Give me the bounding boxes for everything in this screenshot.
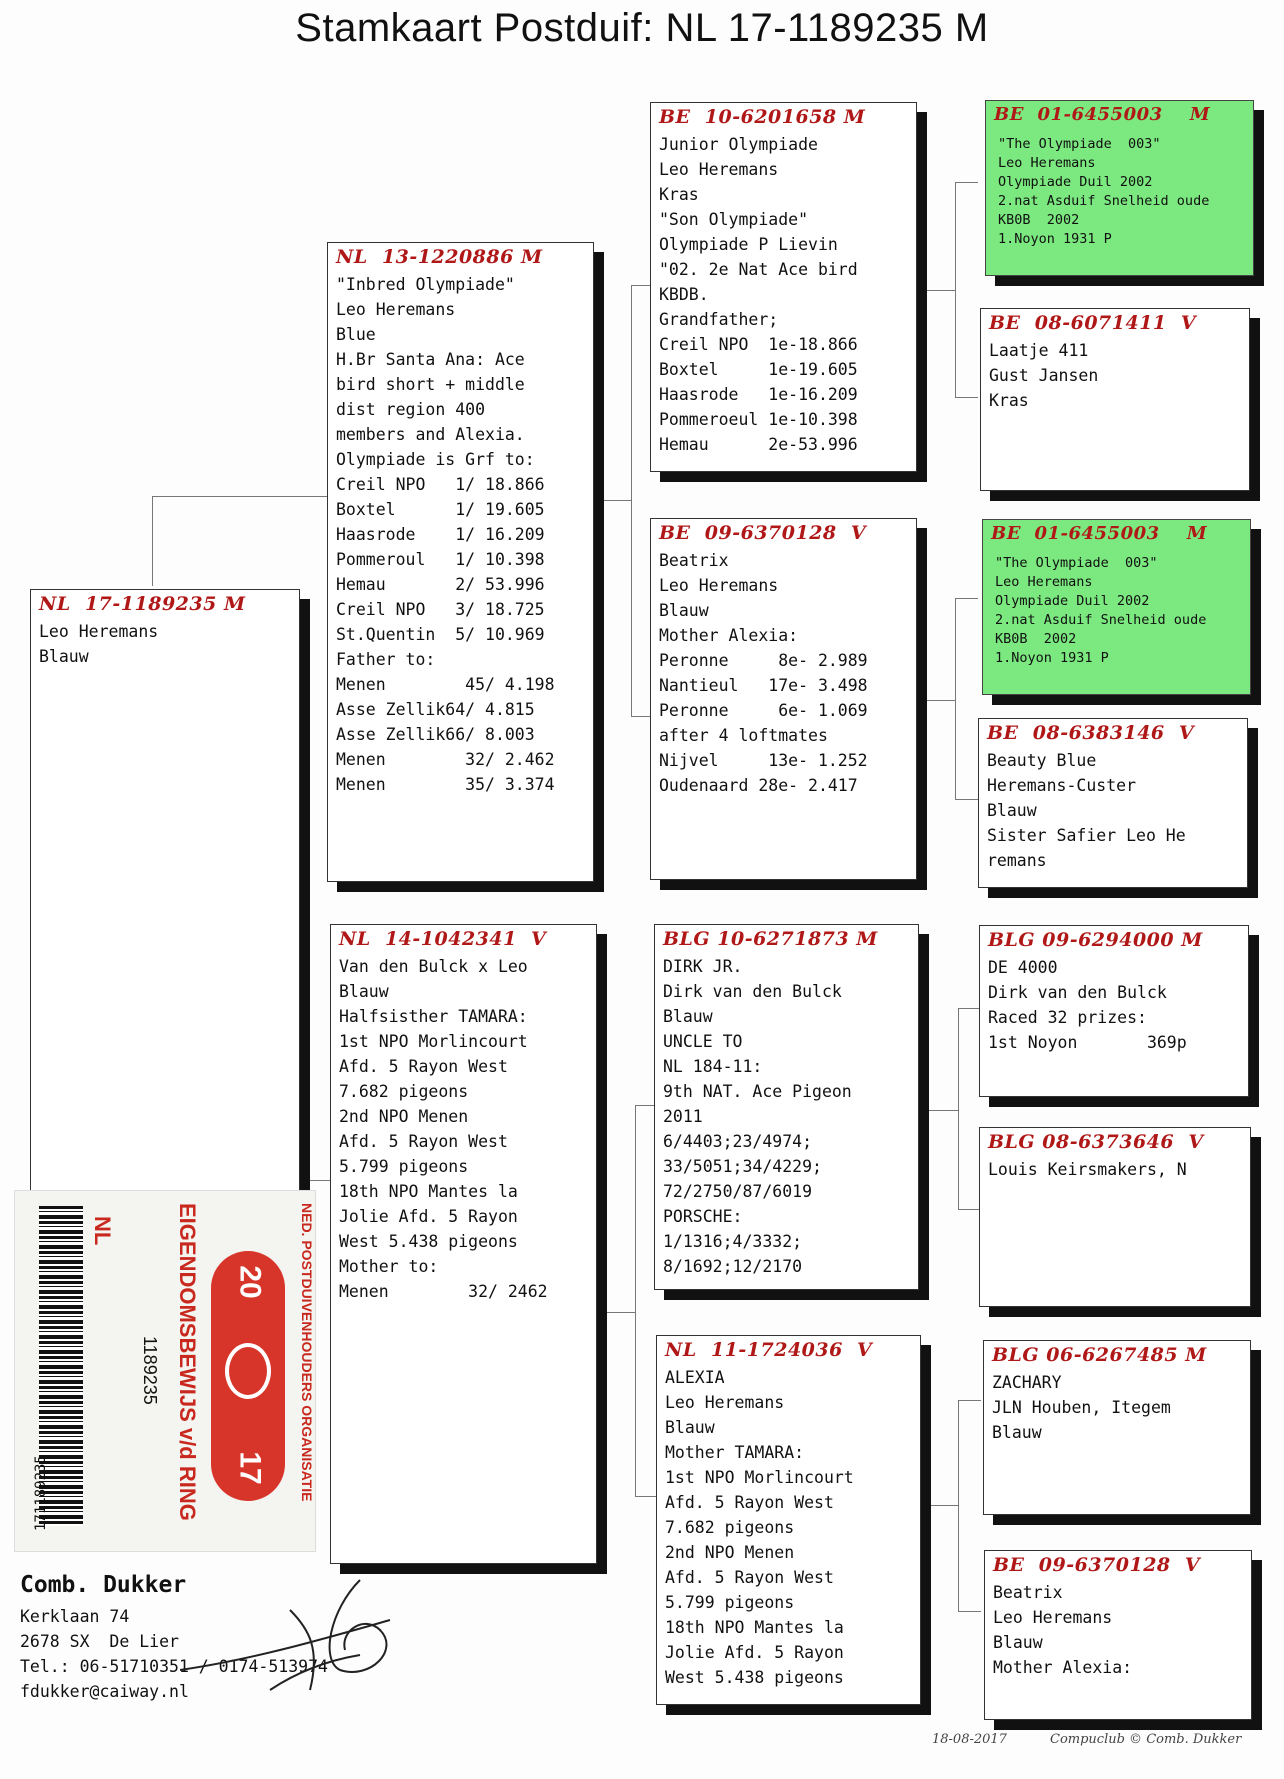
connector-mm-parents-v [958,1400,981,1612]
pedigree-line: 2nd NPO Menen [339,1107,469,1126]
connector-subject [152,496,153,586]
pedigree-line: Mother Alexia: [659,626,799,645]
card-ring-number: 1189235 [140,1336,160,1405]
card-title: EIGENDOMSBEWIJS v/d RING [175,1203,200,1521]
pedigree-line: H.Br Santa Ana: Ace [336,350,525,369]
pedigree-line: Pommeroeul 1e-10.398 [659,410,858,429]
pedigree-line: Asse Zellik66/ 8.003 [336,725,535,744]
pedigree-line: Blauw [665,1418,715,1437]
owner-email[interactable]: fdukker@caiway.nl [20,1682,189,1701]
pedigree-line: Haasrode 1/ 16.209 [336,525,545,544]
great-grandsire-3-box [979,925,1249,1097]
lion-emblem-icon [225,1343,271,1399]
pedigree-line: Father to: [336,650,436,669]
lion-seal-icon [211,1251,285,1501]
pedigree-line: Leo Heremans [995,574,1093,590]
pedigree-line: Afd. 5 Rayon West [339,1132,508,1151]
pedigree-line: Louis Keirsmakers, N [988,1160,1187,1179]
pedigree-line: Heremans-Custer [987,776,1137,795]
ownership-card [14,1190,316,1552]
pedigree-line: Beatrix [659,551,729,570]
grandsire-paternal-box [650,102,917,472]
pedigree-line: Beatrix [993,1583,1063,1602]
subject-box [30,589,300,1229]
pedigree-line: Blauw [659,601,709,620]
pedigree-line: Kras [659,185,699,204]
pedigree-line: West 5.438 pigeons [665,1668,844,1687]
great-granddam-4-box [984,1550,1252,1720]
pedigree-line: Jolie Afd. 5 Rayon [339,1207,518,1226]
ring-number: BE 08-6383146 V [987,722,1195,744]
pedigree-line: 8/1692;12/2170 [663,1257,803,1276]
ring-number: BE 09-6370128 V [993,1554,1201,1576]
pedigree-line: Laatje 411 [989,341,1089,360]
pedigree-line: Peronne 6e- 1.069 [659,701,868,720]
pedigree-line: 1/1316;4/3332; [663,1232,803,1251]
pedigree-line: after 4 loftmates [659,726,828,745]
pedigree-line: "Inbred Olympiade" [336,275,515,294]
pedigree-line: Boxtel 1e-19.605 [659,360,858,379]
pedigree-line: "Son Olympiade" [659,210,809,229]
pedigree-line: Olympiade P Lievin [659,235,838,254]
ring-number: NL 17-1189235 M [39,593,246,615]
pedigree-line: West 5.438 pigeons [339,1232,518,1251]
pedigree-line: Blauw [663,1007,713,1026]
pedigree-line: Menen 45/ 4.198 [336,675,555,694]
connector-mm-parents [925,1505,958,1506]
pedigree-line: Raced 32 prizes: [988,1008,1147,1027]
pedigree-line: 1st NPO Morlincourt [665,1468,854,1487]
pedigree-line: Olympiade Duil 2002 [995,593,1150,609]
great-granddam-1-box [980,308,1250,491]
granddam-maternal-box [656,1335,921,1705]
pedigree-line: Leo Heremans [659,576,779,595]
pedigree-line: Blauw [992,1423,1042,1442]
ring-number: BLG 06-6267485 M [992,1344,1207,1366]
print-date: 18-08-2017 [932,1732,1007,1747]
pedigree-line: Asse Zellik64/ 4.815 [336,700,535,719]
pedigree-line: Peronne 8e- 2.989 [659,651,868,670]
great-granddam-2-box [978,718,1248,888]
great-grandsire-1-box [985,100,1254,276]
pedigree-line: "The Olympiade 003" [998,136,1161,152]
granddam-paternal-box [650,518,917,880]
connector-fm-parents-v [955,598,978,800]
owner-name: Comb. Dukker [20,1572,187,1598]
ring-number: BE 08-6071411 V [989,312,1197,334]
pedigree-line: UNCLE TO [663,1032,743,1051]
pedigree-line: 5.799 pigeons [665,1593,795,1612]
great-grandsire-4-box [983,1340,1251,1515]
ring-number: BE 09-6370128 V [659,522,867,544]
pedigree-line: 2.nat Asduif Snelheid oude [998,193,1210,209]
pedigree-line: Creil NPO 1e-18.866 [659,335,858,354]
signature-icon [170,1570,430,1710]
pedigree-line: Halfsisther TAMARA: [339,1007,528,1026]
pedigree-line: Van den Bulck x Leo [339,957,528,976]
pedigree-line: Afd. 5 Rayon West [665,1568,834,1587]
pedigree-line: remans [987,851,1047,870]
pedigree-line: 5.799 pigeons [339,1157,469,1176]
connector-mother-parents-v [635,1105,656,1497]
pedigree-line: 1st Noyon 369p [988,1033,1187,1052]
pedigree-line: Kras [989,391,1029,410]
pedigree-line: Blauw [339,982,389,1001]
pedigree-line: Gust Jansen [989,366,1099,385]
pedigree-line: Sister Safier Leo He [987,826,1186,845]
ring-number: BE 01-6455003 M [991,523,1208,544]
connector-ff-parents-v [955,182,978,398]
ring-number: BLG 08-6373646 V [988,1131,1204,1153]
card-country: NL [90,1216,115,1246]
pedigree-line: Nantieul 17e- 3.498 [659,676,868,695]
pedigree-line: "02. 2e Nat Ace bird [659,260,858,279]
barcode-number: 171189235 [33,1455,49,1531]
pedigree-line: Junior Olympiade [659,135,818,154]
pedigree-line: 1.Noyon 1931 P [998,231,1112,247]
pedigree-line: Creil NPO 3/ 18.725 [336,600,545,619]
pedigree-line: Blauw [39,647,89,666]
father-box [327,242,594,882]
pedigree-line: 2011 [663,1107,703,1126]
pedigree-line: Hemau 2e-53.996 [659,435,858,454]
pedigree-line: Olympiade is Grf to: [336,450,535,469]
pedigree-line: Mother to: [339,1257,439,1276]
pedigree-line: Menen 35/ 3.374 [336,775,555,794]
pedigree-line: Olympiade Duil 2002 [998,174,1153,190]
card-year-b: 17 [233,1451,267,1485]
pedigree-line: Afd. 5 Rayon West [665,1493,834,1512]
pedigree-line: KB0B 2002 [998,212,1080,228]
pedigree-line: Leo Heremans [39,622,159,641]
grandsire-maternal-box [654,924,919,1290]
pedigree-line: 1st NPO Morlincourt [339,1032,528,1051]
pedigree-line: 7.682 pigeons [339,1082,469,1101]
pedigree-line: Dirk van den Bulck [988,983,1167,1002]
pedigree-line: Menen 32/ 2.462 [336,750,555,769]
pedigree-line: Leo Heremans [665,1393,785,1412]
pedigree-line: KB0B 2002 [995,631,1077,647]
pedigree-line: St.Quentin 5/ 10.969 [336,625,545,644]
pedigree-line: Menen 32/ 2462 [339,1282,548,1301]
pedigree-line: ZACHARY [992,1373,1062,1392]
connector-ff-parents [917,290,955,291]
connector-father [152,496,332,497]
connector-mf-parents [925,1110,958,1111]
pedigree-line: "The Olympiade 003" [995,555,1158,571]
pedigree-line: ALEXIA [665,1368,725,1387]
pedigree-line: Leo Heremans [993,1608,1113,1627]
pedigree-line: Mother Alexia: [993,1658,1133,1677]
owner-phone: Tel.: 06-51710351 / 0174-513974 [20,1657,328,1676]
pedigree-line: 18th NPO Mantes la [665,1618,844,1637]
connector-fm-parents [917,700,955,701]
pedigree-line: Grandfather; [659,310,779,329]
pedigree-line: Creil NPO 1/ 18.866 [336,475,545,494]
owner-address: Kerklaan 74 [20,1607,130,1626]
pedigree-line: Boxtel 1/ 19.605 [336,500,545,519]
pedigree-line: Blauw [993,1633,1043,1652]
pedigree-line: Leo Heremans [659,160,779,179]
pedigree-line: Jolie Afd. 5 Rayon [665,1643,844,1662]
pedigree-line: NL 184-11: [663,1057,763,1076]
pedigree-line: Blauw [987,801,1037,820]
pedigree-line: JLN Houben, Itegem [992,1398,1171,1417]
pedigree-line: 33/5051;34/4229; [663,1157,822,1176]
pedigree-line: members and Alexia. [336,425,525,444]
card-organisation: NED. POSTDUIVENHOUDERS ORGANISATIE [299,1203,315,1502]
pedigree-line: Mother TAMARA: [665,1443,805,1462]
pedigree-line: PORSCHE: [663,1207,743,1226]
ring-number: BE 10-6201658 M [659,106,866,128]
pedigree-line: Afd. 5 Rayon West [339,1057,508,1076]
ring-number: NL 14-1042341 V [339,928,547,950]
card-year-a: 20 [233,1265,267,1299]
pedigree-line: 1.Noyon 1931 P [995,650,1109,666]
connector-father-parents [594,500,631,501]
pedigree-line: bird short + middle [336,375,525,394]
ring-number: BLG 10-6271873 M [663,928,878,950]
pedigree-line: 7.682 pigeons [665,1518,795,1537]
pedigree-line: Leo Heremans [336,300,456,319]
mother-box [330,924,597,1564]
pedigree-line: 18th NPO Mantes la [339,1182,518,1201]
pedigree-line: Pommeroul 1/ 10.398 [336,550,545,569]
pedigree-line: Haasrode 1e-16.209 [659,385,858,404]
ring-number: BLG 09-6294000 M [988,929,1203,951]
pedigree-line: Oudenaard 28e- 2.417 [659,776,858,795]
pedigree-line: 2nd NPO Menen [665,1543,795,1562]
owner-city: 2678 SX De Lier [20,1632,179,1651]
pedigree-line: Hemau 2/ 53.996 [336,575,545,594]
great-grandsire-2-box [982,519,1251,695]
software-credit: Compuclub © Comb. Dukker [1050,1732,1242,1747]
pedigree-line: Blue [336,325,376,344]
pedigree-line: Leo Heremans [998,155,1096,171]
pedigree-line: 6/4403;23/4974; [663,1132,813,1151]
connector-mf-parents-v [958,1008,981,1210]
pedigree-line: Beauty Blue [987,751,1097,770]
pedigree-line: 72/2750/87/6019 [663,1182,813,1201]
pedigree-line: Dirk van den Bulck [663,982,842,1001]
pedigree-line: DE 4000 [988,958,1058,977]
ring-number: NL 13-1220886 M [336,246,543,268]
pedigree-line: Nijvel 13e- 1.252 [659,751,868,770]
great-granddam-3-box [979,1127,1251,1307]
ring-number: BE 01-6455003 M [994,104,1211,125]
pedigree-line: 9th NAT. Ace Pigeon [663,1082,852,1101]
pedigree-line: dist region 400 [336,400,486,419]
ring-number: NL 11-1724036 V [665,1339,873,1361]
pedigree-line: 2.nat Asduif Snelheid oude [995,612,1207,628]
pedigree-line: DIRK JR. [663,957,743,976]
pedigree-line: KBDB. [659,285,709,304]
connector-mother-parents [597,1312,635,1313]
page-title: Stamkaart Postduif: NL 17-1189235 M [295,6,989,50]
